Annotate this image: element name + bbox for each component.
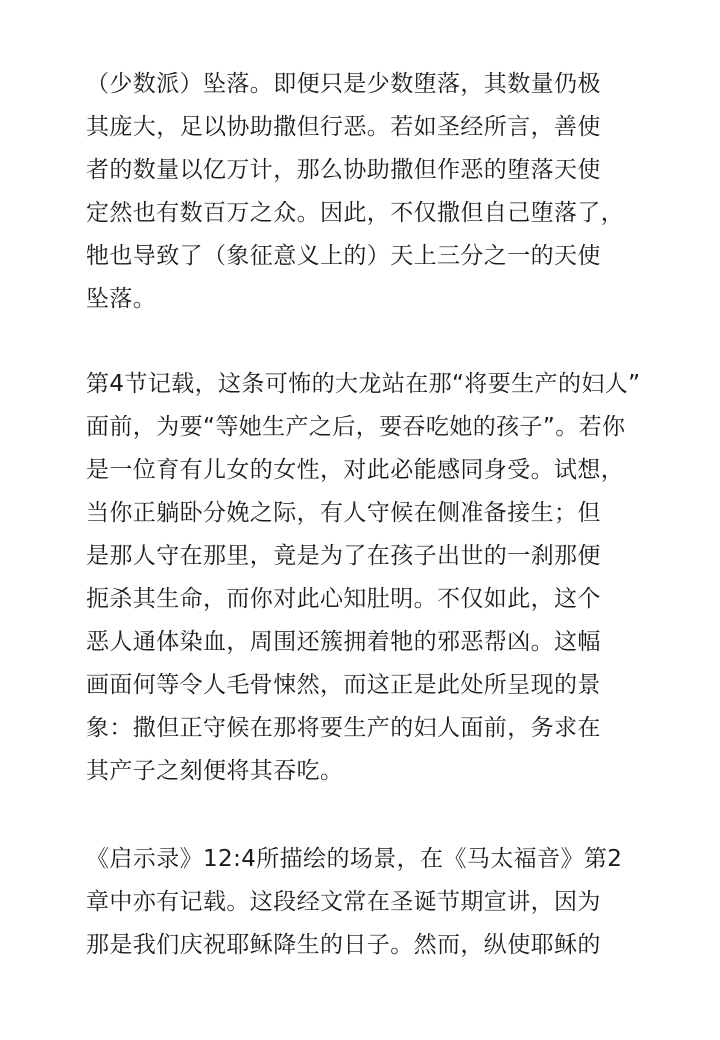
text-line: 第4节记载，这条可怖的大龙站在那“将要生产的妇人” bbox=[86, 371, 641, 397]
text-line: 扼杀其生命，而你对此心知肚明。不仅如此，这个 bbox=[86, 586, 601, 612]
text-line: 象：撒但正守候在那将要生产的妇人面前，务求在 bbox=[86, 715, 601, 741]
text-line: 章中亦有记载。这段经文常在圣诞节期宣讲，因为 bbox=[86, 889, 601, 915]
text-line: 当你正躺卧分娩之际，有人守候在侧准备接生；但 bbox=[86, 500, 601, 526]
text-line: 者的数量以亿万计，那么协助撒但作恶的堕落天使 bbox=[86, 157, 601, 183]
text-line: 坠落。 bbox=[86, 286, 157, 312]
paragraph-1 bbox=[86, 63, 686, 321]
text-line: 牠也导致了（象征意义上的）天上三分之一的天使 bbox=[86, 243, 601, 269]
text-line: 是一位育有儿女的女性，对此必能感同身受。试想， bbox=[86, 457, 625, 483]
paragraph-2 bbox=[86, 363, 686, 793]
text-line: （少数派）坠落。即便只是少数堕落，其数量仍极 bbox=[86, 71, 601, 97]
text-line: 画面何等令人毛骨悚然，而这正是此处所呈现的景 bbox=[86, 672, 601, 698]
text-line: 面前，为要“等她生产之后，要吞吃她的孩子”。若你 bbox=[86, 414, 626, 440]
text-line: 是那人守在那里，竟是为了在孩子出世的一刹那便 bbox=[86, 543, 601, 569]
text-line: 定然也有数百万之众。因此，不仅撒但自己堕落了， bbox=[86, 200, 625, 226]
text-line: 《启示录》12:4所描绘的场景，在《马太福音》第2 bbox=[86, 846, 623, 872]
paragraph-3 bbox=[86, 838, 686, 967]
text-line: 恶人通体染血，周围还簇拥着牠的邪恶帮凶。这幅 bbox=[86, 629, 601, 655]
text-line: 其庞大，足以协助撒但行恶。若如圣经所言，善使 bbox=[86, 114, 601, 140]
text-line: 那是我们庆祝耶稣降生的日子。然而，纵使耶稣的 bbox=[86, 932, 601, 958]
text-line: 其产子之刻便将其吞吃。 bbox=[86, 758, 344, 784]
